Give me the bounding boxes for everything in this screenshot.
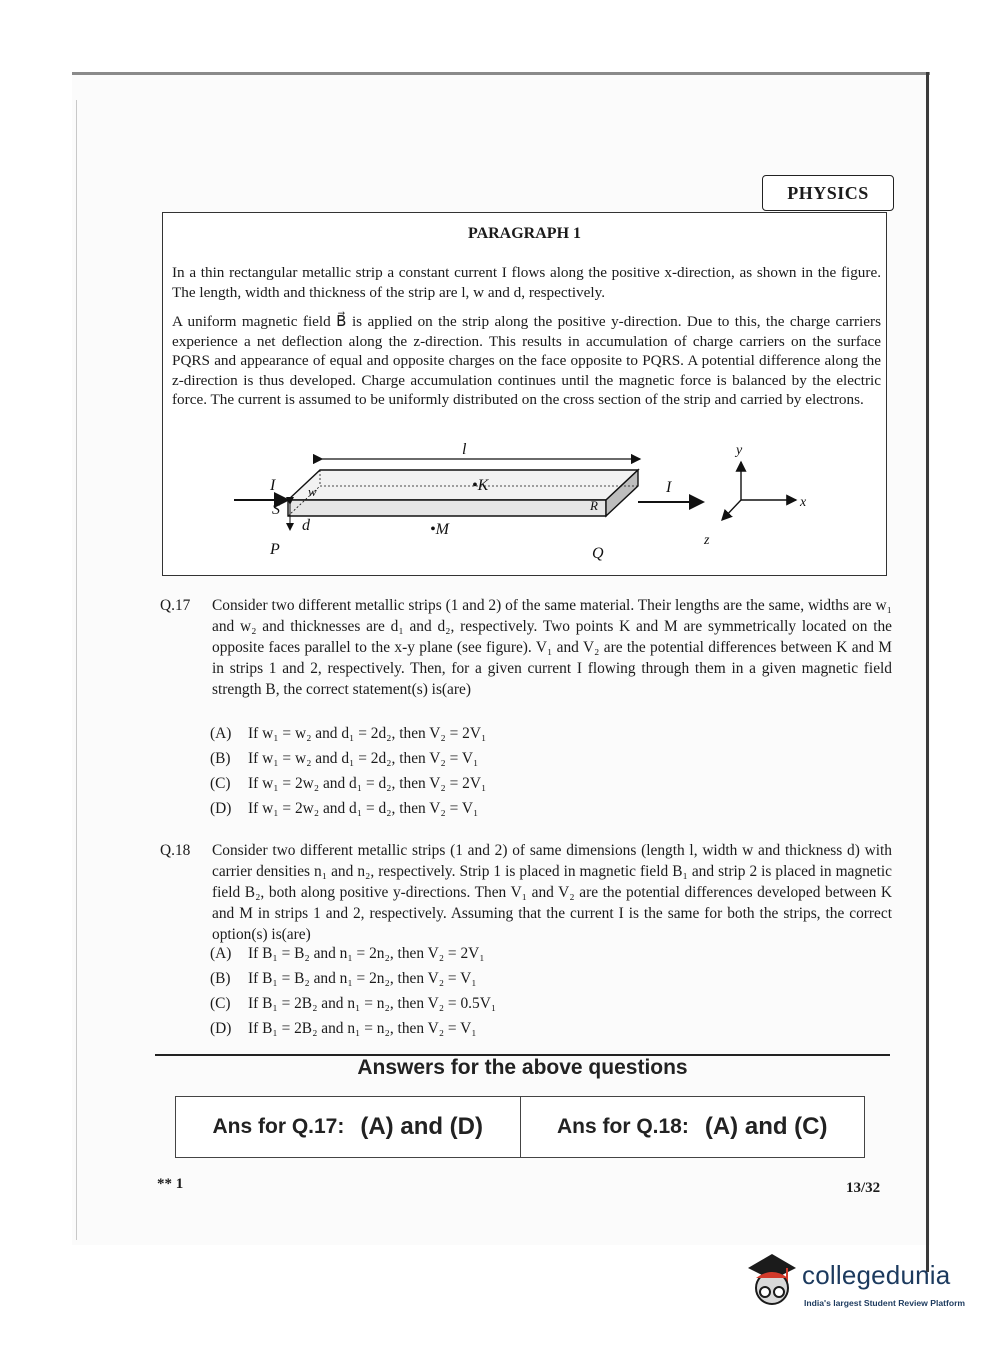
subject-label: PHYSICS: [762, 175, 894, 211]
answer-q17-value: (A) and (D): [360, 1113, 483, 1140]
page-number: 13/32: [846, 1180, 881, 1196]
brand-name: collegedunia: [802, 1260, 951, 1290]
option-c[interactable]: (C) If w₁ = 2w₂ and d₁ = d₂, then V₂ = 2V₁: [210, 775, 487, 792]
strip-top-face: [288, 470, 638, 500]
answer-q18: [520, 1097, 865, 1157]
option-d[interactable]: (D) If B₁ = 2B₂ and n₁ = n₂, then V₂ = V₁: [210, 1020, 477, 1037]
thickness-label: d: [302, 517, 310, 534]
question-text: Consider two different metallic strips (1 and 2) of the same material. Their lengths are the same, widths are w₁ and w₂ and thicknesses are d₁ and d₂, respectively. Two points K and M are symmetrically located on the opposite faces parallel to the x-y plane (see figure). V₁ and V₂ are the potential differences between K and M in strips 1 and 2, respectively. Then, for a given current I flowing through them in a given magnetic field strength B, the correct statement(s) is(are): [212, 597, 892, 698]
paragraph-title: PARAGRAPH 1: [467, 225, 582, 242]
point-m-label: •M: [430, 521, 449, 538]
strip-front-face: [288, 500, 606, 516]
options-list: [210, 943, 496, 1043]
current-out-label: I: [666, 479, 672, 496]
footer-left: ** 1: [157, 1176, 184, 1192]
axis-y-label: y: [736, 443, 743, 458]
question-text: Consider two different metallic strips (1 and 2) of same dimensions (length l, width w and thickness d) with carrier densities n₁ and n₂, respectively. Strip 1 is placed in magnetic field B₁ and strip 2 is placed in magnetic field B₂, both along positive y-directions. Then V₁ and V₂ are the potential differences developed between K and M in strips 1 and 2, respectively. Assuming that the current I is the same for both the strips, the correct option(s) is(are): [212, 842, 892, 943]
option-a[interactable]: (A) If w₁ = w₂ and d₁ = 2d₂, then V₂ = 2V₁: [210, 725, 487, 742]
current-in-label: I: [270, 477, 276, 494]
option-d[interactable]: (D) If w₁ = 2w₂ and d₁ = d₂, then V₂ = V₁: [210, 800, 479, 817]
collegedunia-logo[interactable]: [742, 1248, 982, 1318]
answer-q17: [176, 1097, 520, 1157]
axis-x-label: x: [800, 495, 807, 510]
corner-q-label: Q: [592, 545, 604, 562]
option-b[interactable]: (B) If B₁ = B₂ and n₁ = 2n₂, then V₂ = V₁: [210, 970, 477, 987]
paragraph-text-1: In a thin rectangular metallic strip a constant current I flows along the positive x-direction, as shown in the figure. The length, width and thickness of the strip are l, w and d, respectively.: [172, 264, 881, 301]
width-label: w: [308, 484, 317, 499]
answers-heading: Answers for the above questions: [357, 1056, 688, 1079]
page-left-edge: [76, 100, 77, 1240]
option-b[interactable]: (B) If w₁ = w₂ and d₁ = 2d₂, then V₂ = V₁: [210, 750, 479, 767]
length-label: l: [462, 441, 467, 458]
answers-table: [175, 1096, 865, 1158]
question-number: Q.18: [160, 842, 191, 859]
option-c[interactable]: (C) If B₁ = 2B₂ and n₁ = n₂, then V₂ = 0.5V₁: [210, 995, 497, 1012]
page-right-edge: [926, 72, 929, 1272]
paragraph-text-2: A uniform magnetic field B⃗ is applied on the strip along the positive y-direction. Due to this, the charge carriers experience a net deflection along the z-direction. This results in accumulation of charge carriers on the surface PQRS and appearance of equal and opposite charges on the face opposite to PQRS. A potential difference along the z-direction is thus developed. Charge accumulation continues until the magnetic force is balanced by the electric force. The current is assumed to be uniformly distributed on the cross section of the strip and carried by electrons.: [172, 313, 881, 409]
metallic-strip-figure: [228, 440, 828, 570]
corner-r-label: R: [590, 498, 598, 513]
options-list: [210, 723, 486, 823]
question-number: Q.17: [160, 597, 191, 614]
axis-z-label: z: [704, 533, 710, 548]
corner-p-label: P: [270, 541, 280, 558]
point-k-label: •K: [472, 477, 489, 494]
option-a[interactable]: (A) If B₁ = B₂ and n₁ = 2n₂, then V₂ = 2V₁: [210, 945, 485, 962]
corner-s-label: S: [272, 501, 280, 518]
answer-q18-label: Ans for Q.18:: [557, 1115, 689, 1138]
answer-q17-label: Ans for Q.17:: [212, 1115, 345, 1138]
mascot-icon: [742, 1248, 802, 1318]
brand-tagline: India's largest Student Review Platform: [804, 1298, 966, 1308]
axis-z: [722, 500, 741, 520]
answer-q18-value: (A) and (C): [704, 1113, 828, 1140]
